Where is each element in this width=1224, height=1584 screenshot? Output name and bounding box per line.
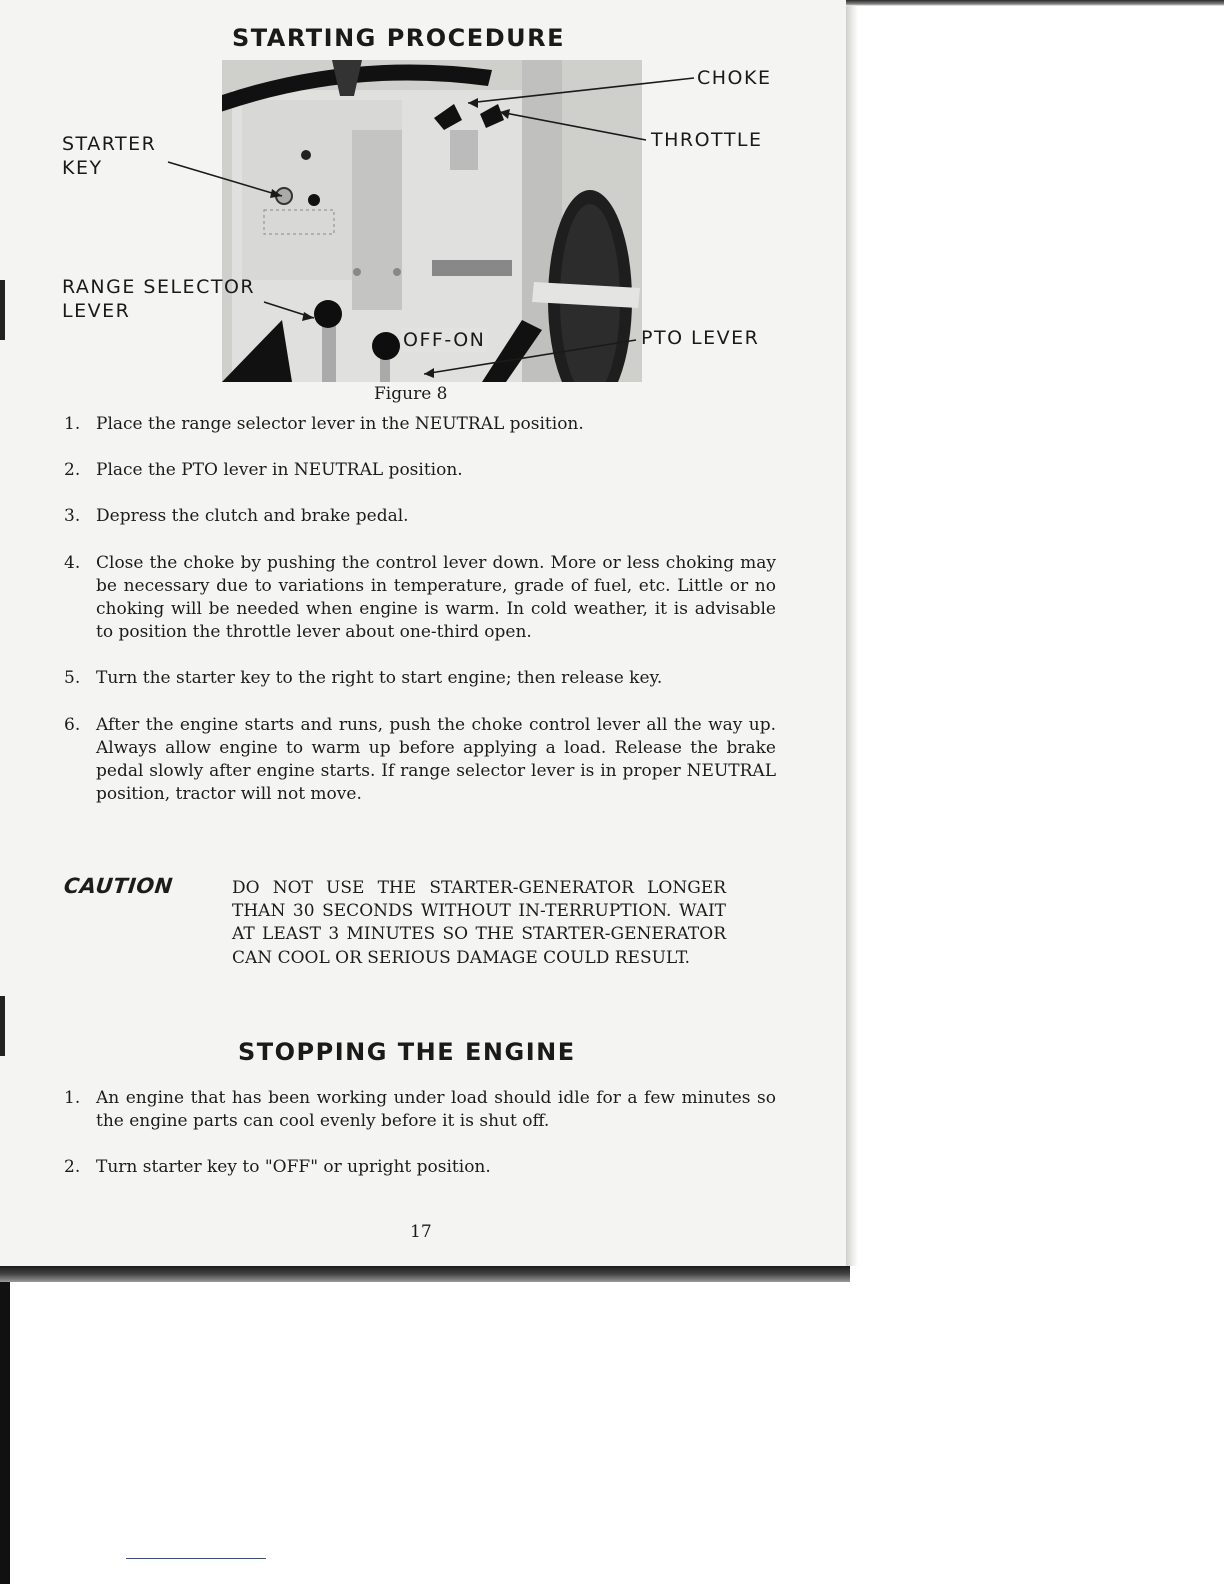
list-item: 2. Turn starter key to "OFF" or upright position. [64, 1157, 491, 1178]
scan-top-rule [846, 0, 1224, 6]
figure-caption: Figure 8 [374, 384, 448, 404]
caution-text: DO NOT USE THE STARTER-GENERATOR LONGER THAN 30 SECONDS WITHOUT IN-TERRUPTION. WAIT AT LEAST 3 MINUTES SO THE STARTER-GENERATOR CAN COOL OR SERIOUS DAMAGE COULD RESULT. [232, 878, 726, 968]
scan-left-strip [0, 1282, 10, 1584]
callout-pto-lever: PTO LEVER [641, 327, 760, 349]
callout-throttle: THROTTLE [651, 129, 763, 151]
list-item: 6. After the engine starts and runs, push the choke control lever all the way up. Always allow engine to warm up before applying a load. Release the brake pedal slowly after engine starts. If range selector lever is in proper NEUTRAL position, tractor will not move. [64, 714, 776, 805]
page-edge [846, 0, 858, 1266]
starting-steps-list [64, 413, 776, 829]
list-item: 5. Turn the starter key to the right to start engine; then release key. [64, 668, 663, 689]
callout-starter-key: STARTER [62, 133, 157, 155]
callout-off-on: OFF-ON [403, 329, 486, 351]
scan-edge-mark [0, 996, 5, 1056]
scan-bottom-band [0, 1266, 850, 1282]
section-heading-stopping: STOPPING THE ENGINE [238, 1038, 576, 1066]
callout-starter-key-line2: KEY [62, 157, 103, 179]
list-item: 1. An engine that has been working under load should idle for a few minutes so the engine parts can cool evenly before it is shut off. [64, 1088, 776, 1132]
list-item: 1. Place the range selector lever in the NEUTRAL position. [64, 414, 584, 434]
callout-choke: CHOKE [697, 67, 772, 89]
callout-range-selector-lever: RANGE SELECTOR [62, 276, 256, 298]
list-item: 4. Close the choke by pushing the control lever down. More or less choking may be necessary due to variations in temperature, grade of fuel, etc. Little or no choking will be needed when engine is warm. In cold weather, it is advisable to position the throttle lever about one-third open. [64, 552, 776, 643]
scan-underline [126, 1558, 266, 1559]
list-item: 2. Place the PTO lever in NEUTRAL position. [64, 460, 463, 481]
callout-range-selector-lever-line2: LEVER [62, 300, 131, 322]
caution-label: CAUTION [62, 874, 175, 898]
page-number: 17 [410, 1222, 432, 1242]
page-title: STARTING PROCEDURE [232, 24, 565, 52]
stopping-steps-list [64, 1087, 776, 1203]
list-item: 3. Depress the clutch and brake pedal. [64, 506, 409, 527]
